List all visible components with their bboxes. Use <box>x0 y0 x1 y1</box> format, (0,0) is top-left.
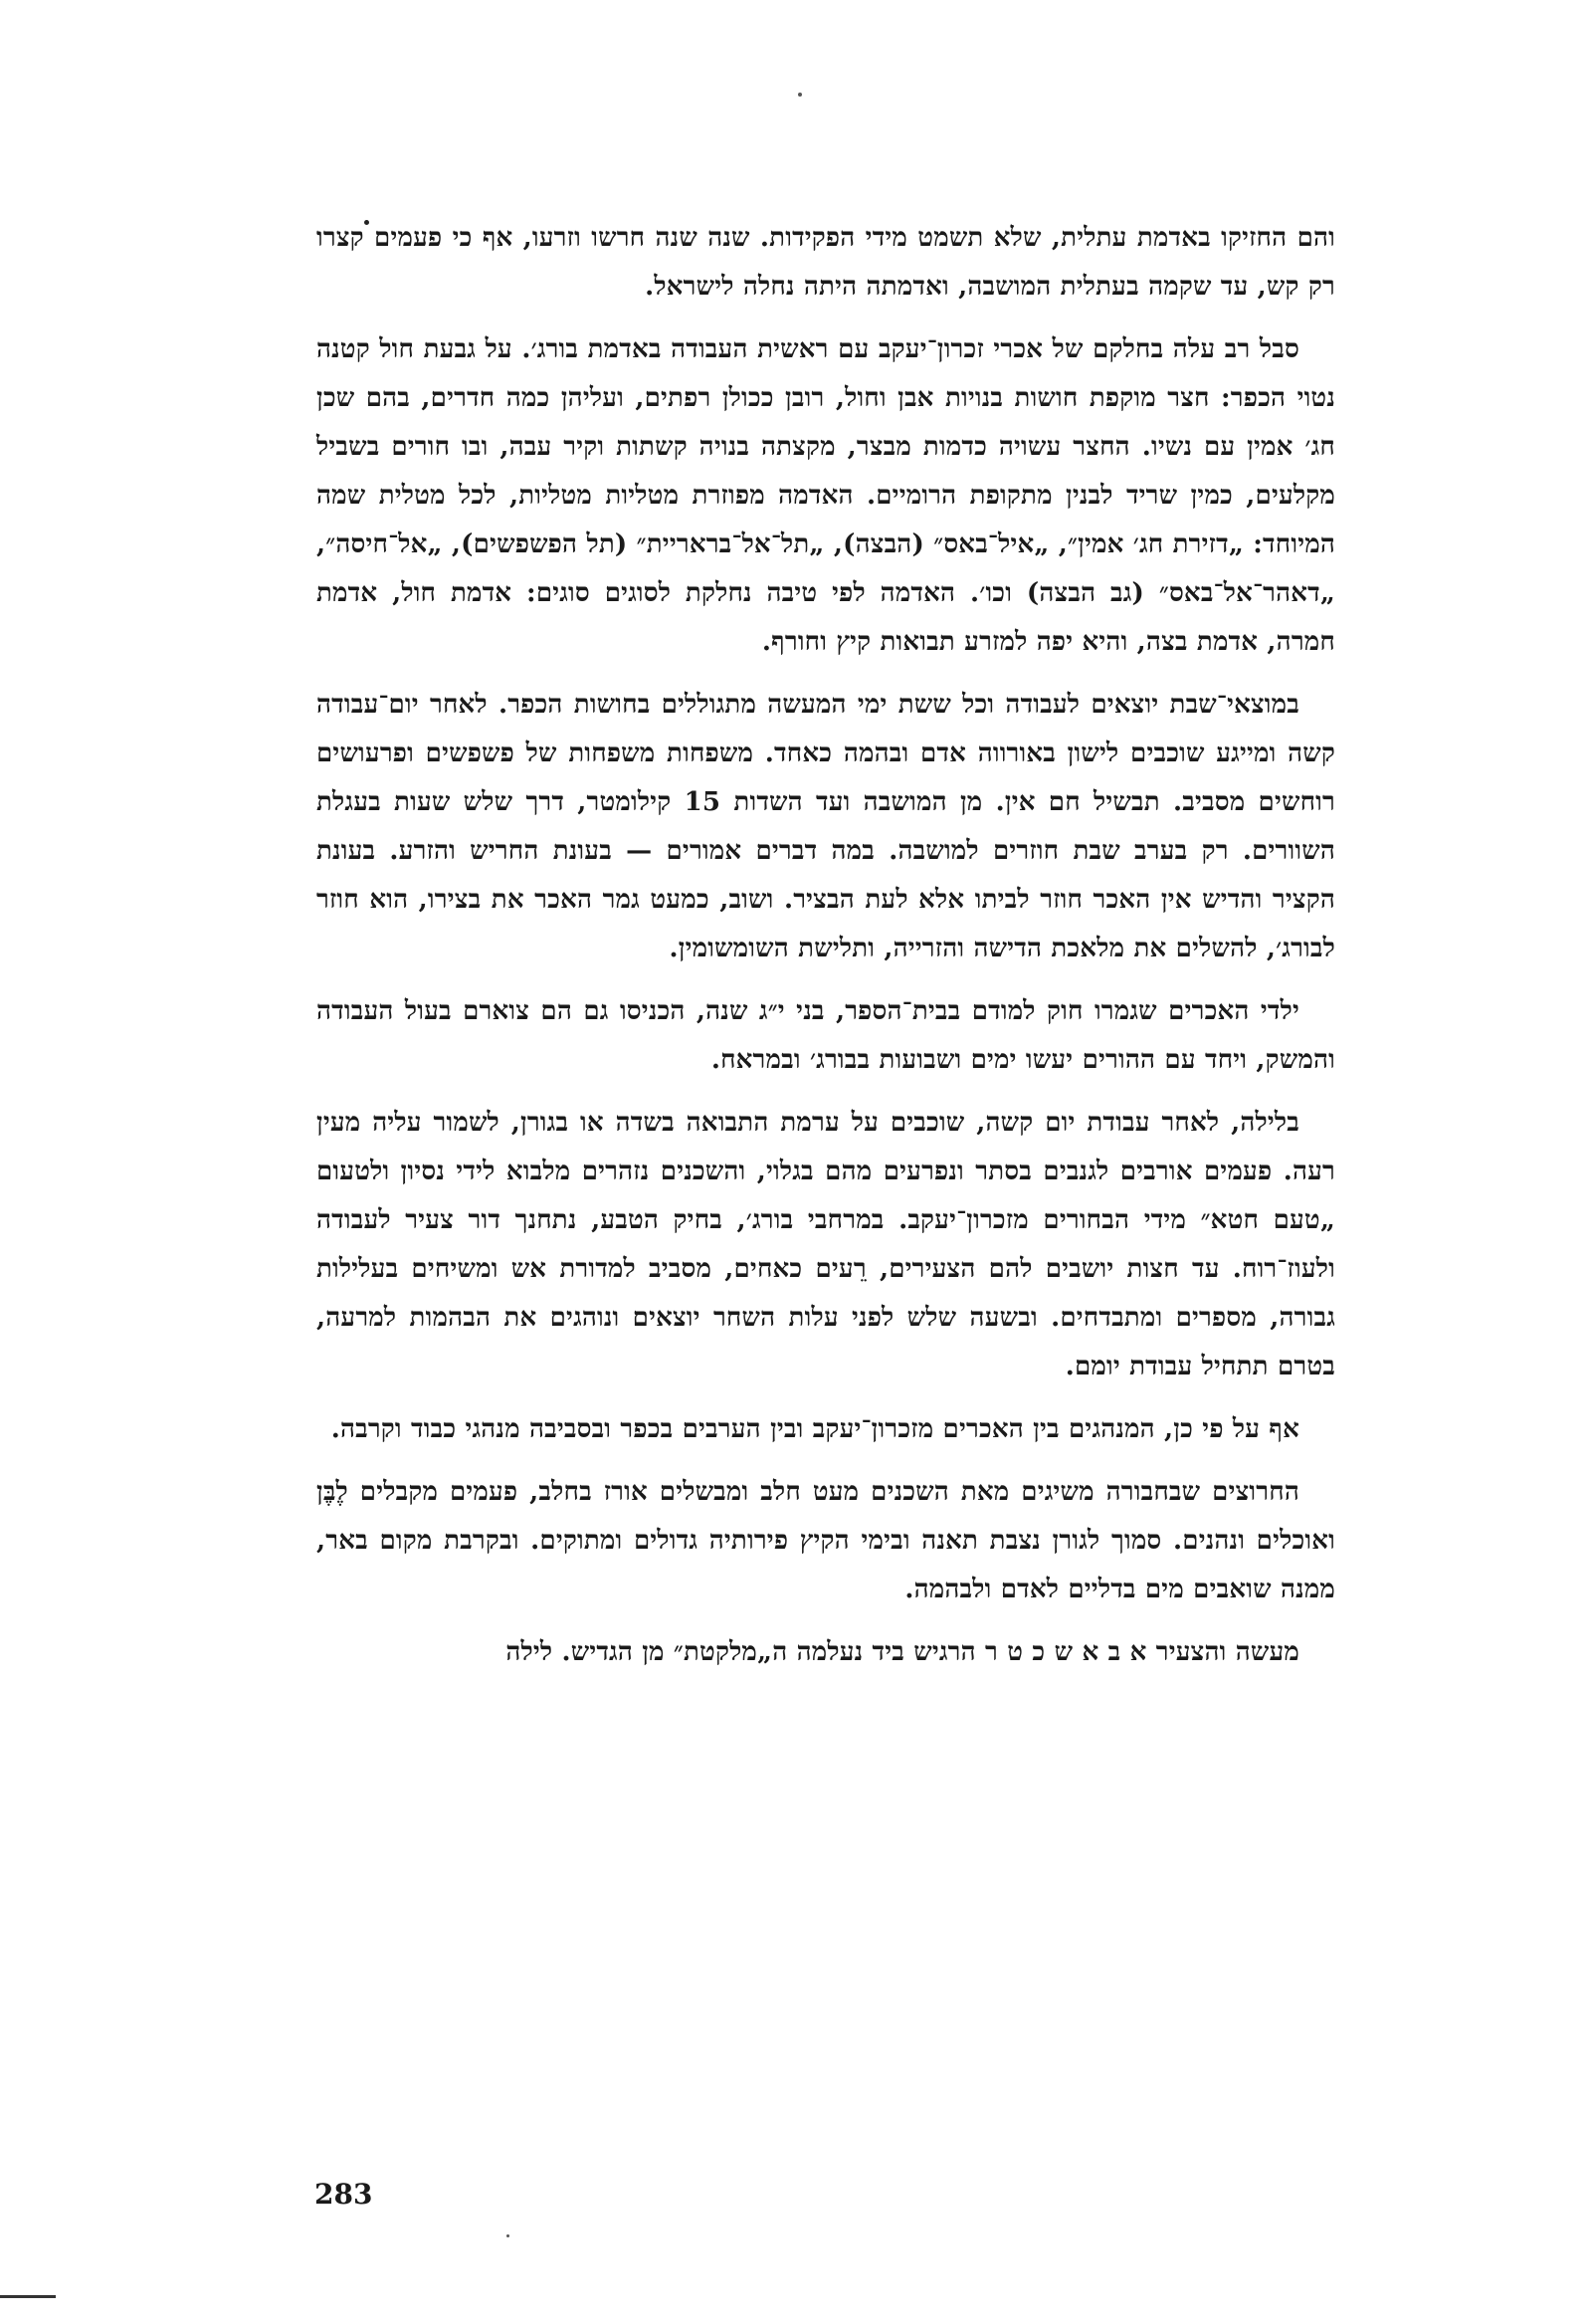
paragraph-4: ילדי האכרים שגמרו חוק למודם בבית־הספר, בני י״ג שנה, הכניסו גם הם צוארם בעול העבודה והמשק, ויחד עם ההורים יעשו ימים ושבועות בבורג׳ ובמראח. <box>316 996 1335 1075</box>
paragraph-1: והם החזיקו באדמת עתלית, שלא תשמט מידי הפקידות. שנה שנה חרשו וזרעו, אף כי פעמים קצרו רק קש, עד שקמה בעתלית המושבה, ואדמתה היתה נחלה לישראל. <box>316 223 1335 302</box>
paragraph-7: החרוצים שבחבורה משיגים מאת השכנים מעט חלב ומבשלים אורז בחלב, פעמים מקבלים לֶבֶּן ואוכלים ונהנים. סמוך לגורן נצבת תאנה ובימי הקיץ פירותיה גדולים ומתוקים. ובקרבת מקום באר, ממנה שואבים מים בדליים לאדם ולבהמה. <box>316 1477 1335 1604</box>
paragraph-5: בלילה, לאחר עבודת יום קשה, שוכבים על ערמת התבואה בשדה או בגורן, לשמור עליה מעין רעה. פעמים אורבים לגנבים בסתר ונפרעים מהם בגלוי, והשכנים נזהרים מלבוא לידי נסיון ולטעום „טעם חטא״ מידי הבחורים מזכרון־יעקב. במרחבי בורג׳, בחיק הטבע, נתחנך דור צעיר לעבודה ולעוז־רוח. עד חצות יושבים להם הצעירים, רֵעים כאחים, מסביב למדורת אש ומשיחים בעלילות גבורה, מספרים ומתבדחים. ובשעה שלש לפני עלות השחר יוצאים ונוהגים את הבהמות למרעה, בטרם תתחיל עבודת יומם. <box>316 1108 1335 1381</box>
paragraph-8: מעשה והצעיר א ב א ש כ ט ר הרגיש ביד נעלמה ה„מלקטת״ מן הגדיש. לילה <box>505 1637 1299 1667</box>
paragraph-6: אף על פי כן, המנהגים בין האכרים מזכרון־יעקב ובין הערבים בכפר ובסביבה מנהגי כבוד וקרבה. <box>330 1414 1299 1444</box>
scan-edge-mark <box>0 2295 56 2298</box>
paragraph-2: סבל רב עלה בחלקם של אכרי זכרון־יעקב עם ראשית העבודה באדמת בורג׳. על גבעת חול קטנה נטוי הכפר: חצר מוקפת חושות בנויות אבן וחול, רובן ככולן רפתים, ועליהן כמה חדרים, בהם שכן חג׳ אמין עם נשיו. החצר עשויה כדמות מבצר, מקצתה בנויה קשתות וקיר עבה, ובו חורים בשביל מקלעים, כמין שריד לבנין מתקופת הרומיים. האדמה מפוזרת מטליות מטליות, לכל מטלית שמה המיוחד: „דזירת חג׳ אמין״, „איל־באס״ (הבצה), „תל־אל־בראריית״ (תל הפשפשים), „אל־חיסה״, „דאהר־אל־באס״ (גב הבצה) וכו׳. האדמה לפי טיבה נחלקת לסוגים סוגים: אדמת חול, אדמת חמרה, אדמת בצה, והיא יפה למזרע תבואות קיץ וחורף. <box>316 334 1335 657</box>
body-text <box>316 214 1335 1691</box>
scan-speck <box>506 2234 509 2237</box>
scan-speck <box>798 93 802 97</box>
paragraph-3: במוצאי־שבת יוצאים לעבודה וכל ששת ימי המעשה מתגוללים בחושות הכפר. לאחר יום־עבודה קשה ומייגע שוכבים לישון באורווה אדם ובהמה כאחד. משפחות משפחות של פשפשים ופרעושים רוחשים מסביב. תבשיל חם אין. מן המושבה ועד השדות 15 קילומטר, דרך שלש שעות בעגלת השוורים. רק בערב שבת חוזרים למושבה. במה דברים אמורים — בעונת החריש והזרע. בעונת הקציר והדיש אין האכר חוזר לביתו אלא לעת הבציר. ושוב, כמעט גמר האכר את בצירו, הוא חוזר לבורג׳, להשלים את מלאכת הדישה והזרייה, ותלישת השומשומין. <box>316 690 1335 963</box>
page-number: 283 <box>314 2178 373 2211</box>
